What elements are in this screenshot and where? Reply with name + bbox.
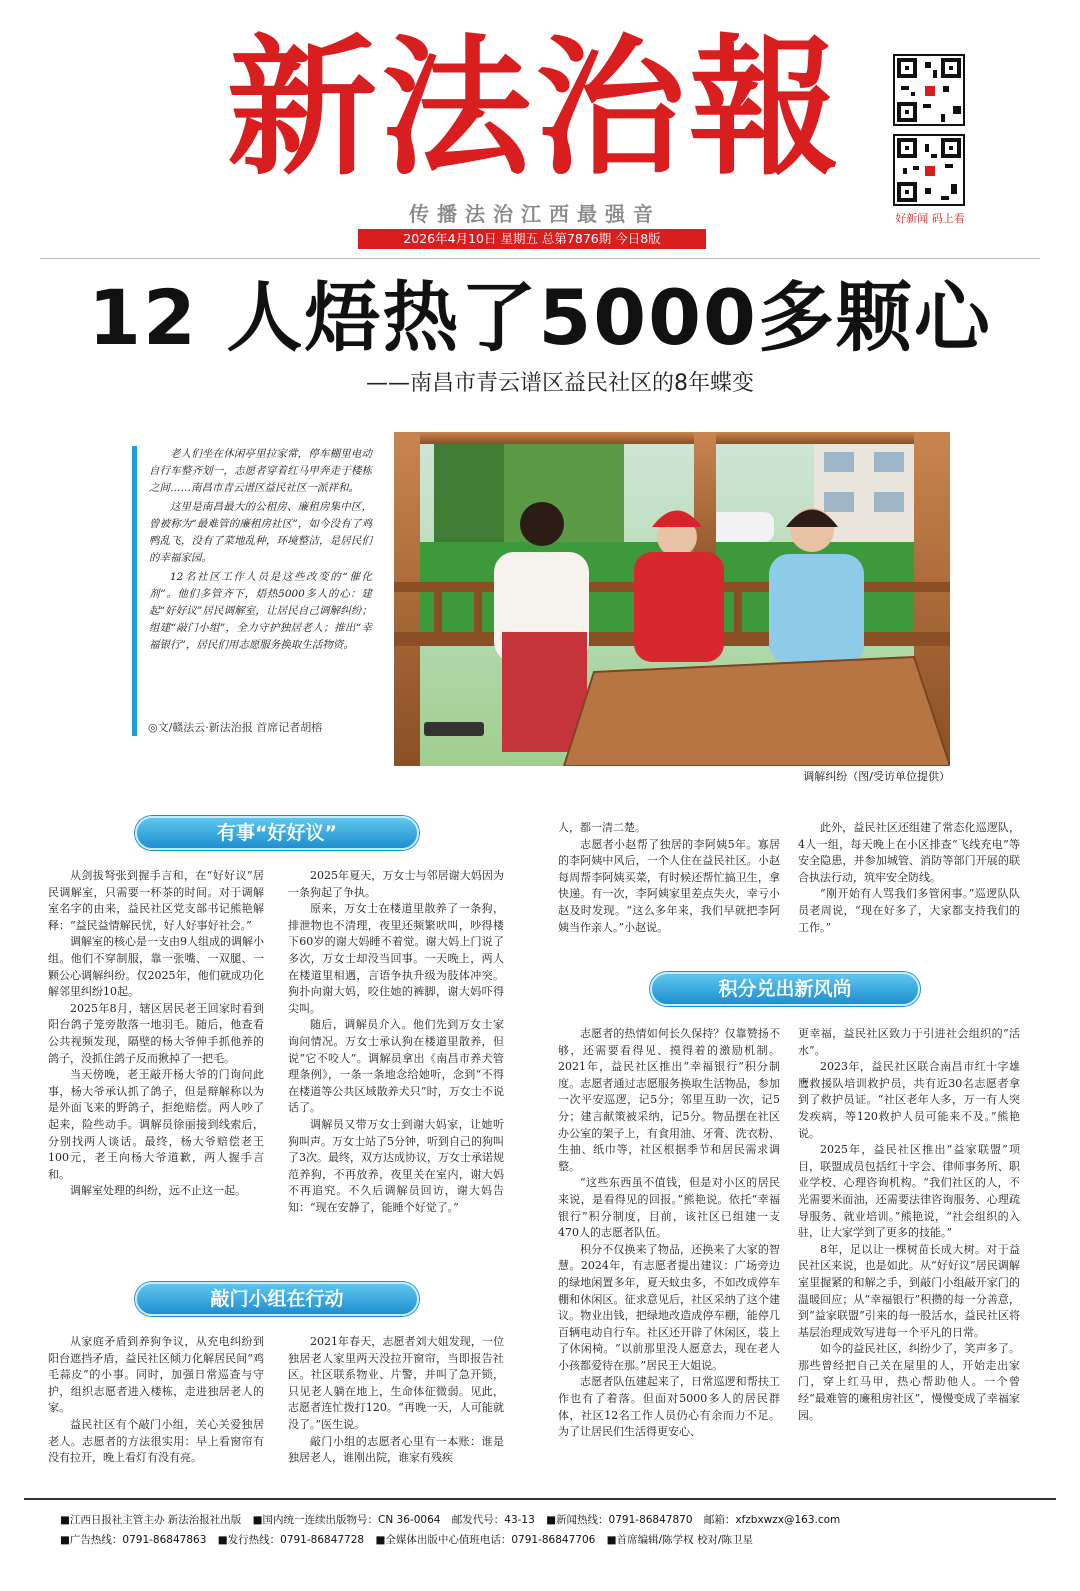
article-column (798, 820, 1020, 945)
photo-caption: 调解纠纷（图/受访单位提供） (803, 770, 950, 783)
paragraph: 志愿者队伍建起来了，日常巡逻和帮扶工作也有了着落。但面对5000多人的居民群体，社区12名工作人员仍心有余而力不足。为了让居民们生活得更安心、 (558, 1375, 780, 1439)
byline: ◎文/赣法云·新法治报 首席记者胡榕 (148, 721, 323, 734)
paragraph: 从剑拔弩张到握手言和，在“好好议”居民调解室，只需要一杯茶的时间。对于调解室名字的由来，益民社区党支部书记熊艳解释：“益民益情解民忧，好人好事好社会。” (48, 869, 264, 932)
footer-item: 邮发代号：43-13 (451, 1514, 535, 1526)
paragraph: 当天傍晚，老王敲开杨大爷的门询问此事，杨大爷承认抓了鸽子，但是辩解称以为是外面飞来的野鸽子，拒绝赔偿。两人吵了起来，险些动手。调解员徐丽接到线索后，分别找两人谈话。最终，杨大爷赔偿老王100元，老王向杨大爷道歉，两人握手言和。 (48, 1068, 264, 1181)
paragraph: 志愿者的热情如何长久保持？仅靠赞扬不够，还需要看得见、摸得着的激励机制。2021年，益民社区推出“幸福银行”积分制度。志愿者通过志愿服务换取生活物品，参加一次平安巡逻，记5分；邻里互助一次，记5分；建言献策被采纳，记5分。物品摆在社区办公室的架子上，有食用油、牙膏、洗衣粉、生抽、纸巾等，社区根据季节和居民需求调整。 (558, 1027, 780, 1173)
paragraph: 如今的益民社区，纠纷少了，笑声多了。那些曾经把自己关在屋里的人，开始走出家门，穿上红马甲，热心帮助他人。一个曾经“最难管的廉租房社区”，慢慢变成了幸福家园。 (798, 1342, 1020, 1422)
paragraph: 更幸福，益民社区致力于引进社会组织的“活水”。 (798, 1027, 1020, 1057)
article-column (558, 1026, 780, 1476)
paragraph: 2023年，益民社区联合南昌市红十字雄鹰救援队培训救护员，共有近30名志愿者拿到了救护员证。“社区老年人多，万一有人突发疾病，等120救护人员可能来不及。”熊艳说。 (798, 1060, 1020, 1140)
news-photo (394, 432, 950, 766)
article-column (288, 868, 504, 1258)
newspaper-logo: 新法治報 (226, 20, 843, 196)
footer-item: ■广告热线：0791-86847863 (60, 1534, 207, 1546)
article-column (48, 1334, 264, 1484)
qr-code-icon[interactable] (893, 134, 965, 206)
subheadline: ——南昌市青云谱区益民社区的8年蝶变 (366, 371, 754, 396)
paragraph: 从家庭矛盾到养狗争议，从充电纠纷到阳台遮挡矛盾，益民社区倾力化解居民间“鸡毛蒜皮”的小事。同时，加强日常巡查与守护，组织志愿者进入楼栋，走进独居老人的家。 (48, 1335, 264, 1415)
section-banner: 积分兑出新风尚 (650, 972, 920, 1006)
paragraph: 此外，益民社区还组建了常态化巡逻队，4人一组，每天晚上在小区排查“飞线充电”等安全隐患，并参加城管、消防等部门开展的联合执法行动，筑牢安全防线。 (798, 821, 1020, 884)
section-banner: 敲门小组在行动 (135, 1282, 419, 1316)
paragraph: 8年，足以让一棵树苗长成大树。对于益民社区来说，也是如此。从“好好议”居民调解室里握紧的和解之手，到敲门小组敲开家门的温暖回应；从“幸福银行”积攒的每一分善意，到“益家联盟”引来的每一股活水，益民社区将基层治理成效写进每一个平凡的日常。 (798, 1242, 1020, 1339)
paragraph: 益民社区有个敲门小组，关心关爱独居老人。志愿者的方法很实用：早上看窗帘有没有拉开，晚上看灯有没有亮。 (48, 1417, 264, 1465)
paragraph: 2021年春天，志愿者刘大姐发现，一位独居老人家里两天没拉开窗帘，当即报告社区。社区联系物业、片警，并叫了急开锁，只见老人躺在地上，生命体征微弱。见此，志愿者连忙拨打120。“再晚一天，人可能就没了。”医生说。 (288, 1335, 504, 1431)
paragraph: 2025年夏天，万女士与邻居谢大妈因为一条狗起了争执。 (288, 869, 504, 899)
header-rule (40, 258, 1040, 259)
footer-item: ■江西日报社主管主办 新法治报社出版 (60, 1514, 242, 1526)
masthead (0, 0, 1080, 250)
footer-item: ■全媒体出版中心值班电话：0791-86847706 (375, 1534, 596, 1546)
paragraph: 2025年8月，辖区居民老王回家时看到阳台鸽子笼旁散落一地羽毛。随后，他查看公共视频发现，隔壁的杨大爷伸手抓他养的鸽子，没抓住鸽子反而揪掉了一把毛。 (48, 1001, 264, 1065)
article-column (798, 1026, 1020, 1476)
lead-paragraph: 这里是南昌最大的公租房、廉租房集中区，曾被称为“最难管的廉租房社区”，如今没有了鸡鸭乱飞，没有了菜地乱种，环境整洁，是居民们的幸福家园。 (149, 501, 372, 564)
headline: 12 人焐热了5000多颗心 (88, 273, 992, 362)
paragraph: 积分不仅换来了物品，还换来了大家的智慧。2024年，有志愿者提出建议：广场旁边的绿地闲置多年，夏天蚊虫多，不如改成停车棚和休闲区。征求意见后，社区采纳了这个建议。物业出钱，把绿地改造成停车棚，能停几百辆电动自行车。社区还开辟了休闲区，装上了休闲椅。“以前那里没人愿意去，现在老人小孩都爱待在那。”居民王大姐说。 (558, 1242, 780, 1372)
article-column (288, 1334, 504, 1484)
footer-item: ■首席编辑/陈学权 校对/陈卫星 (606, 1534, 753, 1546)
section-banner: 有事“好好议” (135, 816, 419, 850)
paragraph: 原来，万女士在楼道里散养了一条狗，排泄物也不清理，夜里还频繁吠叫，吵得楼下60岁的谢大妈睡不着觉。谢大妈上门说了多次，万女士却没当回事。一天晚上，两人在楼道里相遇，言语争执升级为肢体冲突。狗扑向谢大妈，咬住她的裤脚，谢大妈吓得尖叫。 (288, 902, 504, 1015)
footer-line-1 (60, 1512, 1040, 1527)
lead-paragraph: 老人们坐在休闲亭里拉家常，停车棚里电动自行车整齐划一，志愿者穿着红马甲奔走于楼栋之间……南昌市青云谱区益民社区一派祥和。 (149, 448, 372, 494)
paragraph: “这些东西虽不值钱，但是对小区的居民来说，是看得见的回报。”熊艳说。依托“幸福银行”积分制度，目前，该社区已组建一支470人的志愿者队伍。 (558, 1176, 780, 1240)
qr-code-icon[interactable] (893, 54, 965, 126)
qr-caption: 好新闻 码上看 (895, 212, 965, 225)
article-column (48, 868, 264, 1258)
footer-item: ■国内统一连续出版物号：CN 36-0064 (252, 1514, 441, 1526)
paragraph: 敲门小组的志愿者心里有一本账：谁是独居老人，谁刚出院，谁家有残疾 (288, 1434, 504, 1465)
footer-rule (24, 1498, 1056, 1500)
paragraph: 2025年，益民社区推出“益家联盟”项目，联盟成员包括红十字会、律师事务所、职业学校、心理咨询机构。“我们社区的人，不光需要米面油，还需要法律咨询服务、心理疏导服务、就业培训。”熊艳说，“社会组织的入驻，让大家学到了更多的技能。” (798, 1143, 1020, 1240)
paragraph: 调解员又带万女士到谢大妈家，让她听狗叫声。万女士站了5分钟，听到自己的狗叫了3次。最终，双方达成协议，万女士承诺规范养狗，不再放养，夜里关在室内，谢大妈不再追究。不久后调解员回访，谢大妈告知：“现在安静了，能睡个好觉了。” (288, 1117, 504, 1214)
paragraph: 随后，调解员介入。他们先到万女士家询问情况。万女士承认狗在楼道里散养，但说“它不咬人”。调解员拿出《南昌市养犬管理条例》，一条一条地念给她听，念到“不得在楼道等公共区域散养犬只”时，万女士不说话了。 (288, 1018, 504, 1115)
slogan: 传播法治江西最强音 (409, 202, 661, 226)
paragraph: 志愿者小赵帮了独居的李阿姨5年。寡居的李阿姨中风后，一个人住在益民社区。小赵每周帮李阿姨买菜，有时候还帮忙搞卫生，拿快递。有一次，李阿姨家里差点失火，幸亏小赵及时发现。“这么多年来，我们早就把李阿姨当作亲人。”小赵说。 (558, 837, 780, 934)
lead-paragraph: 12名社区工作人员是这些改变的“催化剂”。他们多管齐下，焐热5000多人的心：建起“好好议”居民调解室，让居民自己调解纠纷；组建“敲门小组”，全力守护独居老人；推出“幸福银行”，居民们用志愿服务换取生活物资。 (149, 571, 372, 651)
paragraph: 调解室处理的纠纷，远不止这一起。 (70, 1184, 246, 1198)
footer-item: ■发行热线：0791-86847728 (217, 1534, 365, 1546)
footer-line-2 (60, 1532, 1040, 1547)
dateline: 2026年4月10日 星期五 总第7876期 今日8版 (358, 229, 706, 249)
footer-item: 邮箱：xfzbxwzx@163.com (703, 1514, 841, 1526)
lead-summary (132, 446, 372, 736)
paragraph: “刚开始有人骂我们多管闲事。”巡逻队队员老周说，“现在好多了，大家都支持我们的工作。” (798, 887, 1020, 934)
footer-item: ■新闻热线：0791-86847870 (546, 1514, 693, 1526)
paragraph: 调解室的核心是一支由9人组成的调解小组。他们不穿制服，靠一张嘴、一双腿、一颗公心调解纠纷。仅2025年，他们就成功化解邻里纠纷10起。 (48, 935, 264, 999)
paragraph: 人，都一清二楚。 (558, 821, 646, 834)
article-column (558, 820, 780, 945)
